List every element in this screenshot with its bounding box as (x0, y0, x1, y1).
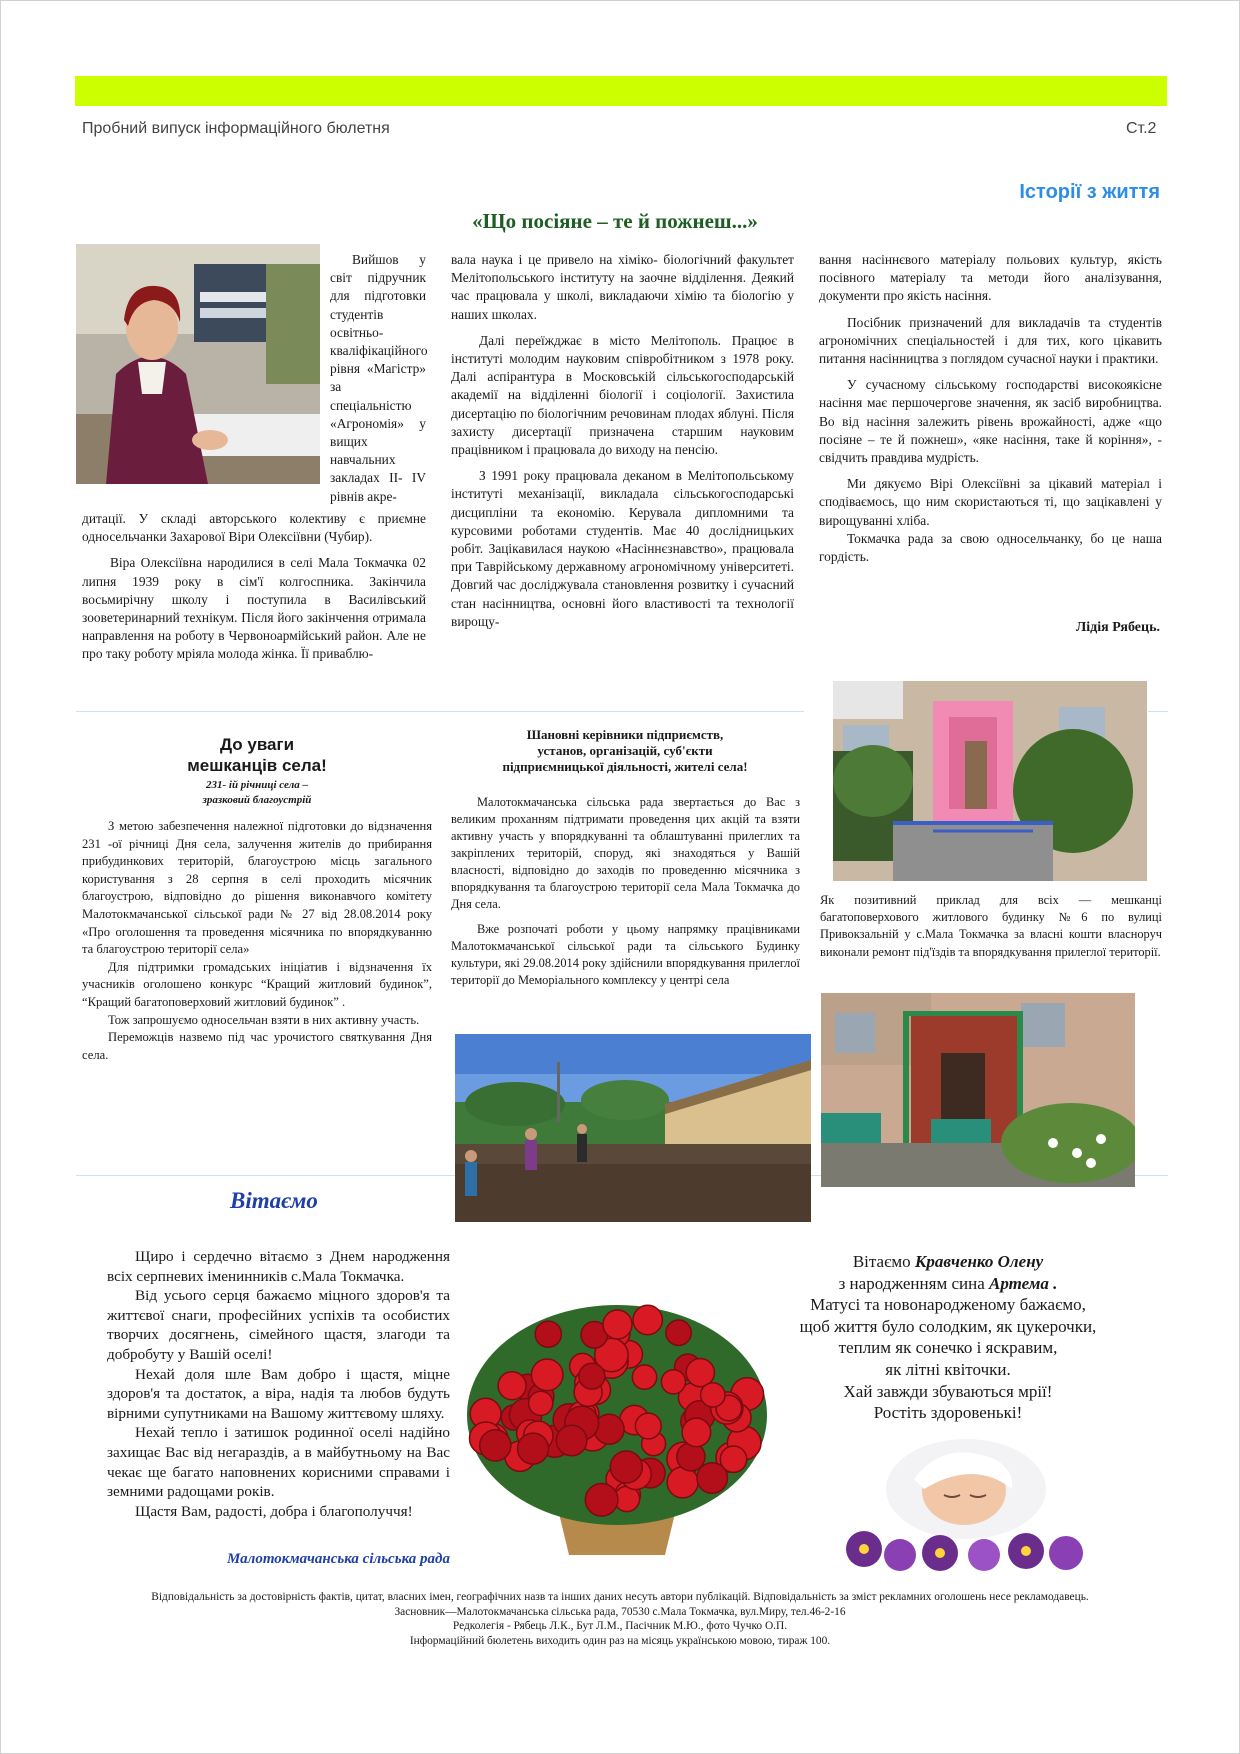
footer-circulation: Інформаційний бюлетень виходить один раз на місяць українською мовою, тираж 100. (409, 1634, 831, 1647)
congrats-line1-prefix: Вітаємо (852, 1252, 915, 1271)
notice-center-title (455, 727, 795, 775)
divider-mid-left (76, 711, 804, 712)
rose-flower (666, 1320, 691, 1345)
rose-flower (531, 1359, 563, 1391)
article-intro-wrap (330, 251, 426, 514)
greetings-p4: Нехай тепло і затишок родинної оселі надійно захищає Вас від негараздів, а в майбутньому на Вас чекає ще багато наповнених корисними справами і земними радощами років. (107, 1424, 450, 1501)
rose-flower (518, 1433, 549, 1464)
rose-flower (585, 1484, 618, 1517)
article-title: «Що посіяне – те й пожнеш...» (472, 209, 758, 233)
rose-flower (633, 1305, 662, 1334)
footer-editors: Редколегія - Рябець Л.К., Бут Л.М., Пасічник М.Ю., фото Чучко О.П. (452, 1620, 788, 1633)
article-intro-text: Вийшов у світ підручник для підготовки студентів освітньо-кваліфікаційного рівня «Магістр» за спеціальністю «Агрономія» у вищих навчальних закладах ІІ- IV рівнів акре- (330, 252, 428, 504)
notice-center-p2: Вже розпочаті роботи у цьому напрямку працівниками Малотокмачанської сільської ради та сільського Будинку культури, які 29.08.2014 року здійснили впорядкування прилеглої території до Меморіального комплексу у центрі села (451, 922, 800, 987)
renovated-entrance-photo-1 (833, 681, 1147, 881)
article-column-1 (82, 510, 426, 672)
section-title: Історії з життя (1019, 181, 1160, 203)
congrats-line7: Хай завжди збуваються мрії! (843, 1381, 1053, 1401)
rose-flower (661, 1370, 685, 1394)
greetings-signature: Малотокмачанська сільська рада (227, 1551, 450, 1567)
notice-left-p1: З метою забезпечення належної підготовки до відзначення 231 -ої річниці Дня села, залучення жителів до прибирання прибудинкових територій, благоустрою місць загального користування з 28 серпня в селі проходить місячник благоустрою, відповідно до рішення виконавчого комітету Малотокмачанської сільської ради № 27 від 28.08.2014 року «Про оголошення та проведення місячника по впорядкуванню та благоустрою території села» (82, 819, 432, 957)
congrats-line4: щоб життя було солодким, як цукерочки, (799, 1316, 1097, 1336)
rose-flower (677, 1443, 705, 1471)
building-photo-caption: Як позитивний приклад для всіх — мешканці багатоповерхового житлового будинку №6 по вулиці Привокзальній у с.Мала Токмачка за власні кошти власноруч виконали ремонт під'їздів та впорядкування прилеглої території. (820, 893, 1162, 959)
article-col3-p5: Токмачка рада за свою односельчанку, бо це наша гордість. (819, 530, 1162, 565)
article-col2-p1: вала наука і це привело на хіміко- біологічний факультет Мелітопольського інституту на заочне відділення. Деякий час працювала у школі, викладаючи хімію та біологію у наших школах. (451, 252, 794, 322)
notice-left-body (82, 818, 432, 1064)
rose-flower (498, 1372, 526, 1400)
rose-flower (579, 1363, 605, 1389)
notice-left-subtitle-line1: 231- ій річниці села – (205, 779, 309, 791)
sleeping-baby-image (844, 1429, 1088, 1571)
roses-bouquet-image (461, 1275, 773, 1560)
article-col2-p2: Далі переїжджає в місто Мелітополь. Працює в інституті молодим науковим співробітником з 1978 року. Далі аспірантура в Московській сільськогосподарській академії на відділенні біології і соціології. Захистила дисертацію по біологічним речовинам плодах яблуні. Після захисту дисертації призначена старшим науковим працівником і працювала до виходу на пенсію. (451, 332, 794, 458)
article-column-3 (819, 251, 1162, 574)
greetings-p5: Щастя Вам, радості, добра і благополуччя! (135, 1502, 413, 1520)
rose-flower (529, 1391, 553, 1415)
notice-left-title-line2: мешканців села! (187, 756, 327, 775)
rose-flower (480, 1430, 511, 1461)
notice-center-body (451, 794, 800, 989)
notice-center-title-line1: Шановні керівники підприємств, (526, 727, 724, 742)
notice-left-title (82, 734, 432, 776)
article-col2-p3: З 1991 року працювала деканом в Мелітопольському інституті механізації, викладала сільськогосподарські дисципліни та економію. Керувала дипломними та курсовими роботами студентів. Має 40 дослідницьких робіт. Зацікавилася наукою «Насіннєзнавство», працювала при Таврійському державному агрономічному університеті. Довгий час досліджувала становлення розвитку і сучасний стан насінництва, основні його властивості та технології вирощу- (451, 468, 794, 629)
notice-left-p4: Переможців назвемо під час урочистого святкування Дня села. (82, 1030, 432, 1062)
portrait-photo (76, 244, 320, 484)
article-author: Лідія Рябець. (1075, 620, 1160, 635)
article-col1-tail: дитації. У складі авторського колективу є приємне односельчанки Захарової Віри Олексіївни (Чубир). (82, 511, 426, 545)
footer-founder: Засновник—Малотокмачанська сільська рада, 70530 с.Мала Токмачка, вул.Миру, тел.46-2-16 (394, 1605, 846, 1618)
rose-flower (632, 1365, 656, 1389)
congrats-line1 (768, 1251, 1128, 1273)
article-col1-p2: Віра Олексіївна народилися в селі Мала Токмачка 02 липня 1939 року в сім'ї колгоспника. Закінчила восьмирічну школу і поступила в Василівський зооветеринарний технікум. Після його закінчення отримала направлення на роботу в Червоноармійський район. Але не про таку роботу мріяла молода жінка. Її приваблю- (82, 555, 426, 662)
congrats-line3: Матусі та новонародженому бажаємо, (810, 1295, 1086, 1315)
bulletin-title: Пробний випуск інформаційного бюлетня (82, 120, 390, 137)
article-col3-p1: вання насіннєвого матеріалу польових культур, якість посівного матеріалу та методи його аналізування, документи про якість насіння. (819, 252, 1162, 304)
rose-flower (682, 1418, 711, 1447)
footer-disclaimer: Відповідальність за достовірність фактів, цитат, власних імен, географічних назв та інших даних несуть автори публікацій. Відповідальність за зміст рекламних оголошень несе рекламодавець. (151, 1591, 1089, 1603)
notice-center-title-line2: установ, організацій, суб'єкти (537, 743, 713, 758)
article-column-2 (451, 251, 794, 639)
congrats-line6: як літні квіточки. (885, 1359, 1011, 1379)
congrats-line8: Ростіть здоровенькі! (873, 1403, 1023, 1423)
rose-flower (556, 1425, 587, 1456)
congrats-son-name: Артема . (989, 1273, 1058, 1293)
notice-center-title-line3: підприємницької діяльності, жителі села! (502, 759, 748, 774)
notice-center-p1: Малотокмачанська сільська рада звертається до Вас з великим проханням підтримати проведення цих акцій та взяти активну участь у впорядкуванні та облаштуванні прилеглих та закріплених територій, споруд, які знаходяться у Вашій власності, відповідно до заходів по проведенню місячника з впорядкування та благоустрою території села Мала Токмачка до Дня села. (451, 795, 800, 911)
greetings-p2: Від усього серця бажаємо міцного здоров'я та життєвої снаги, професійних успіхів та особистих творчих досягнень, сімейного щастя, злагоди та добробуту у Вашій оселі! (107, 1287, 450, 1363)
header-accent-bar (75, 76, 1167, 106)
greetings-p3: Нехай доля шле Вам добро і щастя, міцне здоров'я та достаток, а віра, надія та любов будуть вірними супутниками на Вашому життєвому шляху. (107, 1365, 450, 1422)
greetings-title: Вітаємо (230, 1188, 318, 1213)
notice-left-p2: Для підтримки громадських ініціатив і відзначення їх учасників оголошено конкурс “Кращий житловий будинок”, “Кращий багатоповерховий житловий будинок” . (82, 959, 432, 1009)
renovated-entrance-photo-2 (821, 993, 1135, 1187)
congrats-block (768, 1251, 1128, 1424)
article-col3-p3: У сучасному сільському господарстві високоякісне насіння має першочергове значення, як засіб виробництва. Во від насіння залежить рівень врожайності, адже «що посіяне – те й пожнеш», «яке насіння, таке й коріння», - свідчить правдива мудрість. (819, 377, 1162, 466)
cleanup-work-photo (455, 1034, 811, 1222)
rose-flower (603, 1310, 632, 1339)
article-col3-p4: Ми дякуємо Вірі Олексіївні за цікавий матеріал і сподіваємось, що ним скористаються ті, що зацікавлені у вирощуванні хліба. (819, 476, 1162, 528)
article-col3-p2: Посібник призначений для викладачів та студентів агрономічних спеціальностей і для тих, кого цікавить питання насінництва з поглядом сучасної науки і практики. (819, 314, 1162, 367)
congrats-line2 (768, 1273, 1128, 1295)
rose-flower (667, 1467, 698, 1498)
congrats-mother-name: Кравченко Олену (914, 1252, 1044, 1271)
rose-flower (535, 1321, 561, 1347)
rose-flower (635, 1413, 661, 1439)
footer (60, 1590, 1180, 1648)
congrats-line5: теплим як сонечко і яскравим, (838, 1338, 1058, 1358)
divider-mid-right (1148, 711, 1168, 712)
notice-left-title-line1: До уваги (219, 735, 295, 754)
rose-flower (697, 1463, 728, 1494)
notice-left-subtitle-line2: зразковий благоустрій (202, 794, 312, 806)
rose-flower (701, 1383, 725, 1407)
greetings-p1: Щиро і сердечно вітаємо з Днем народження всіх серпневих іменинників с.Мала Токмачка. (107, 1248, 450, 1285)
greetings-body (107, 1247, 450, 1521)
notice-left-subtitle (82, 778, 432, 808)
page-number: Ст.2 (1126, 120, 1157, 137)
congrats-line2-prefix: з народженням сина (838, 1273, 989, 1293)
rose-flower (610, 1451, 642, 1483)
notice-left-p3: Тож запрошуємо односельчан взяти в них активну участь. (108, 1012, 420, 1027)
